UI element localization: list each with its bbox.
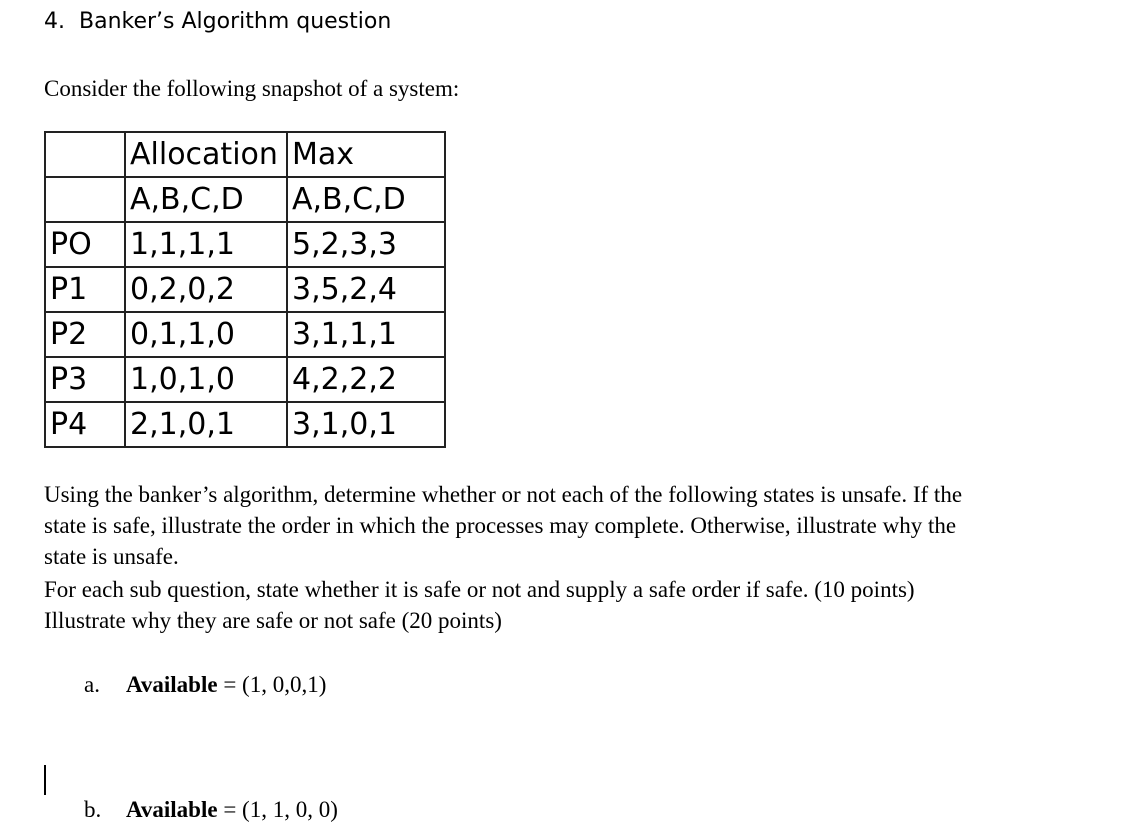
instructions-line: state is safe, illustrate the order in which the processes may complete. Otherwise, illustrate why the: [44, 513, 957, 538]
max-header: Max: [287, 132, 445, 177]
table-cell: [45, 132, 125, 177]
table-subheader-row: [45, 177, 445, 222]
process-cell: P1: [45, 267, 125, 312]
scoring-paragraph: [44, 574, 1104, 636]
process-cell: P4: [45, 402, 125, 447]
question-heading: [44, 6, 391, 38]
allocation-cell: 2,1,0,1: [125, 402, 287, 447]
allocation-cell: 1,1,1,1: [125, 222, 287, 267]
instructions-paragraph: [44, 479, 1104, 572]
max-cell: 5,2,3,3: [287, 222, 445, 267]
max-resources-header: A,B,C,D: [287, 177, 445, 222]
sub-question-a: [84, 669, 326, 700]
scoring-line: Illustrate why they are safe or not safe (20 points): [44, 608, 502, 633]
available-label: Available: [126, 672, 218, 697]
table-row: [45, 267, 445, 312]
snapshot-table: [44, 131, 446, 448]
scoring-line: For each sub question, state whether it is safe or not and supply a safe order if safe. (10 points): [44, 577, 915, 602]
table-row: [45, 312, 445, 357]
sub-question-letter: b.: [84, 797, 102, 822]
text-cursor: [44, 765, 46, 795]
allocation-cell: 0,1,1,0: [125, 312, 287, 357]
available-value: = (1, 1, 0, 0): [217, 797, 338, 822]
process-cell: P2: [45, 312, 125, 357]
available-value: = (1, 0,0,1): [217, 672, 327, 697]
table-row: [45, 402, 445, 447]
max-cell: 4,2,2,2: [287, 357, 445, 402]
question-title: Banker’s Algorithm question: [79, 9, 392, 34]
table-header-row: [45, 132, 445, 177]
process-cell: P3: [45, 357, 125, 402]
max-cell: 3,5,2,4: [287, 267, 445, 312]
intro-text: Consider the following snapshot of a system:: [44, 76, 460, 101]
allocation-resources-header: A,B,C,D: [125, 177, 287, 222]
max-cell: 3,1,1,1: [287, 312, 445, 357]
available-label: Available: [126, 797, 218, 822]
allocation-header: Allocation: [125, 132, 287, 177]
allocation-cell: 0,2,0,2: [125, 267, 287, 312]
table-row: [45, 222, 445, 267]
max-cell: 3,1,0,1: [287, 402, 445, 447]
table-row: [45, 357, 445, 402]
allocation-cell: 1,0,1,0: [125, 357, 287, 402]
sub-question-b: [84, 794, 338, 825]
table-cell: [45, 177, 125, 222]
sub-question-letter: a.: [84, 672, 100, 697]
instructions-line: state is unsafe.: [44, 544, 179, 569]
process-cell: PO: [45, 222, 125, 267]
question-number: 4.: [44, 9, 65, 34]
instructions-line: Using the banker’s algorithm, determine whether or not each of the following states is unsafe. If the: [44, 482, 963, 507]
